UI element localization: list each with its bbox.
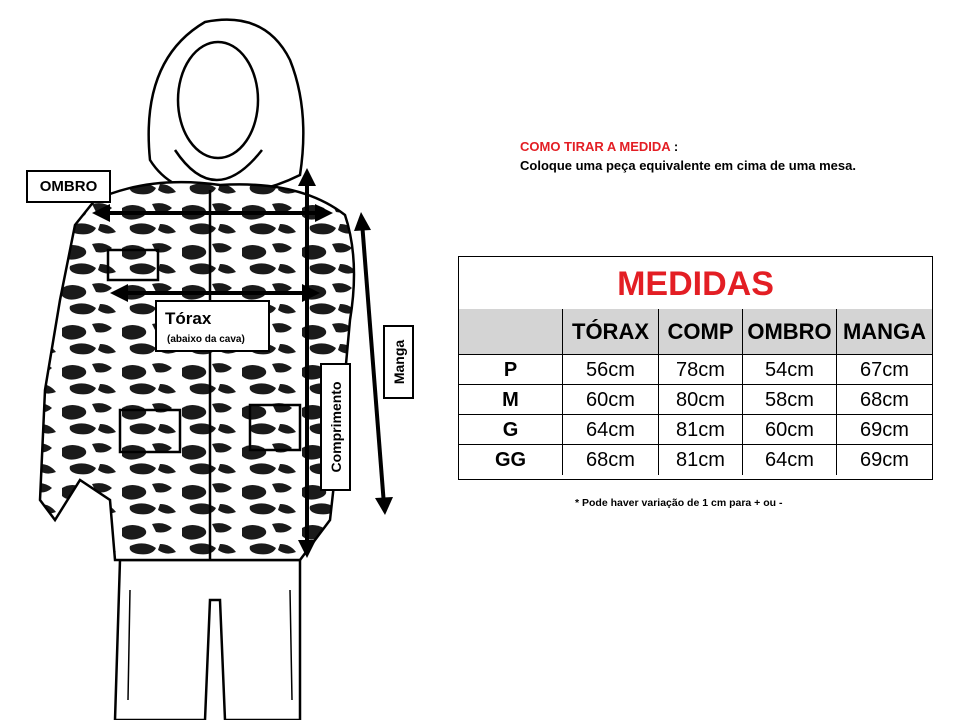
measurement-cell: 54cm [743,355,837,385]
manga-label-text: Manga [390,339,407,385]
measurement-cell: 69cm [860,449,909,471]
table-title: MEDIDAS [459,257,932,310]
torax-sub-text: (abaixo da cava) [167,334,245,345]
instructions-text: Coloque uma peça equivalente em cima de uma mesa. [520,158,856,173]
measurement-cell: 68cm [837,385,932,415]
measurement-cell: 81cm [659,445,743,475]
measurement-cell: 64cm [743,445,837,475]
comprimento-label-text: Comprimento [327,381,344,473]
ombro-label-text: OMBRO [39,178,98,195]
variation-note: * Pode haver variação de 1 cm para + ou - [575,497,783,509]
torax-label [155,300,270,352]
measurement-cell: 68cm [563,445,659,475]
measurement-cell: 67cm [837,355,932,385]
size-cell: P [459,355,563,385]
header-cell: MANGA [837,309,932,355]
measurement-cell: 78cm [659,355,743,385]
size-cell: G [459,415,563,445]
pants [115,560,300,720]
size-cell: M [459,385,563,415]
size-cell: GG [459,445,563,475]
manga-label [383,325,414,399]
measurement-cell: 58cm [743,385,837,415]
measurement-cell: 64cm [563,415,659,445]
measurement-cell: 60cm [563,385,659,415]
hood [149,20,304,195]
torax-label-text: Tórax [165,309,212,328]
header-size-cell [459,309,563,355]
measurement-cell: 80cm [659,385,743,415]
instructions-heading: COMO TIRAR A MEDIDA [520,139,671,154]
instructions-heading-suffix: : [670,139,679,154]
header-cell: TÓRAX [563,309,659,355]
measurement-cell: 69cm [837,415,932,445]
measurement-cell: 81cm [659,415,743,445]
header-cell: COMP [659,309,743,355]
measurement-instructions [520,137,880,175]
ombro-label [26,170,111,203]
header-cell: OMBRO [743,309,837,355]
size-table [458,256,933,480]
measurement-cell: 60cm [743,415,837,445]
comprimento-label [320,363,351,491]
measurement-cell: 56cm [563,355,659,385]
